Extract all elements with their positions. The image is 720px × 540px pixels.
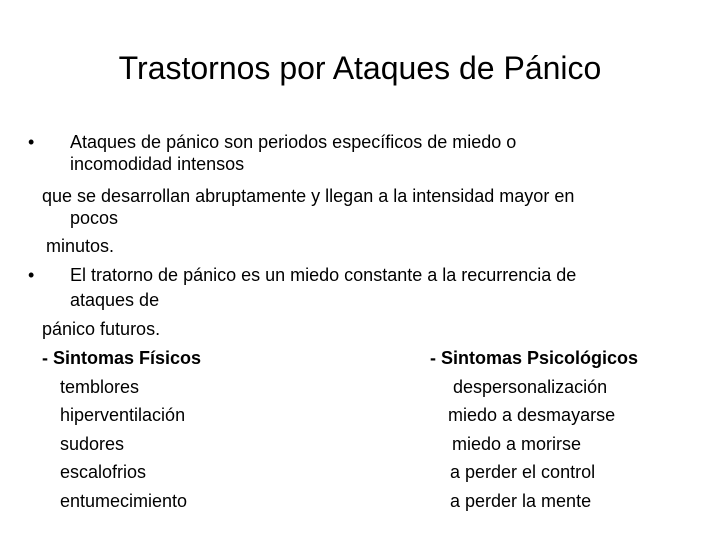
psychological-symptom-item: a perder la mente [450, 491, 592, 511]
paragraph1-line3: que se desarrollan abruptamente y llegan a la intensidad mayor en [42, 186, 575, 206]
physical-symptom-item: sudores [60, 434, 125, 454]
psychological-symptom-item: miedo a desmayarse [448, 405, 616, 425]
paragraph1-line4: pocos [70, 208, 119, 228]
physical-symptom-item: entumecimiento [60, 491, 188, 511]
physical-symptom-item: hiperventilación [60, 405, 186, 425]
psychological-symptom-item: a perder el control [450, 462, 596, 482]
slide-title: Trastornos por Ataques de Pánico [118, 50, 602, 86]
bullet-marker: • [28, 265, 35, 285]
physical-symptom-item: temblores [60, 377, 140, 397]
paragraph1-line5: minutos. [46, 236, 115, 256]
paragraph2-line2: ataques de [70, 290, 160, 310]
paragraph2-line3: pánico futuros. [42, 319, 161, 339]
physical-symptom-item: escalofrios [60, 462, 147, 482]
bullet-marker: • [28, 132, 35, 152]
physical-symptoms-heading: - Sintomas Físicos [42, 348, 202, 368]
psychological-symptom-item: miedo a morirse [452, 434, 582, 454]
psychological-symptom-item: despersonalización [453, 377, 608, 397]
paragraph2-line1: El tratorno de pánico es un miedo constante a la recurrencia de [70, 265, 577, 285]
paragraph1-line1: Ataques de pánico son periodos específicos de miedo o [70, 132, 517, 152]
paragraph1-line2: incomodidad intensos [70, 154, 245, 174]
psychological-symptoms-heading: - Sintomas Psicológicos [430, 348, 639, 368]
